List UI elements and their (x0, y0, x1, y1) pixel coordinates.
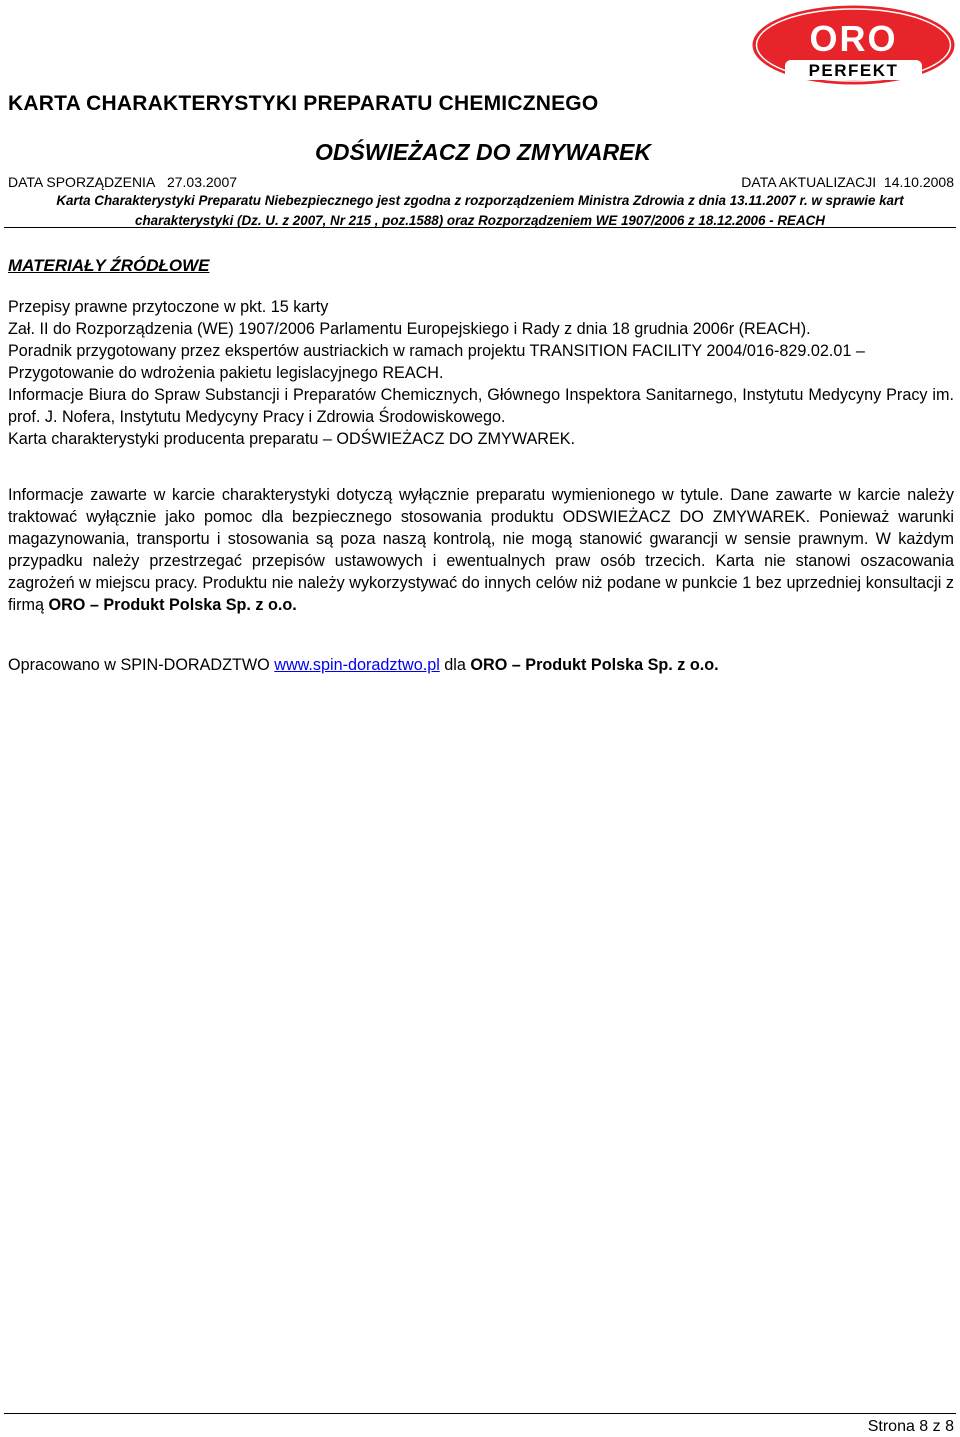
disclaimer-text: Informacje zawarte w karcie charakterystyki dotyczą wyłącznie preparatu wymienionego w tytule. Dane zawarte w karcie należy traktować wyłącznie jako pomoc dla bezpiecznego stosowania produktu ODSWIEŻACZ DO ZMYWAREK. Ponieważ warunki magazynowania, transportu i stosowania są poza naszą kontrolą, nie mogą stanowić gwarancji w sensie prawnym. W każdym przypadku należy przestrzegać przepisów ustawowych i ewentualnych praw osób trzecich. Karta nie stanowi oszacowania zagrożeń w miejscu pracy. Produktu nie należy wykorzystywać do innych celów niż podane w punkcie 1 bez uprzedniej konsultacji z firmą (8, 486, 954, 614)
prepared-company: ORO – Produkt Polska Sp. z o.o. (470, 656, 719, 674)
date-updated (741, 174, 954, 190)
legal-notice-line1: Karta Charakterystyki Preparatu Niebezpiecznego jest zgodna z rozporządzeniem Ministra Zdrowia z dnia 13.11.2007 r. w sprawie kart (56, 193, 904, 208)
sources-list (8, 296, 954, 450)
header-divider (4, 227, 956, 228)
footer-divider (4, 1413, 956, 1414)
section-heading: MATERIAŁY ŹRÓDŁOWE (8, 256, 210, 275)
disclaimer-company: ORO – Produkt Polska Sp. z o.o. (48, 596, 297, 614)
source-item: Przepisy prawne przytoczone w pkt. 15 karty (8, 298, 329, 316)
legal-notice (8, 191, 952, 231)
disclaimer-paragraph (8, 484, 954, 616)
date-created-value: 27.03.2007 (166, 174, 238, 190)
prepared-mid: dla (444, 656, 466, 674)
product-title: ODŚWIEŻACZ DO ZMYWAREK (314, 139, 652, 165)
date-created-label: DATA SPORZĄDZENIA (8, 174, 156, 190)
source-item: Karta charakterystyki producenta preparatu – ODŚWIEŻACZ DO ZMYWAREK. (8, 430, 576, 448)
prepared-prefix: Opracowano w SPIN-DORADZTWO (8, 656, 270, 674)
date-created (8, 174, 237, 190)
document-title: KARTA CHARAKTERYSTYKI PREPARATU CHEMICZNEGO (8, 92, 599, 115)
spin-doradztwo-link[interactable]: www.spin-doradztwo.pl (274, 656, 440, 674)
date-updated-value: 14.10.2008 (883, 174, 954, 190)
source-item: Informacje Biura do Spraw Substancji i Preparatów Chemicznych, Głównego Inspektora Sanitarnego, Instytutu Medycyny Pracy im. prof. J. Nofera, Instytutu Medycyny Pracy i Zdrowia Środowiskowego. (8, 386, 954, 426)
prepared-by (8, 654, 719, 676)
page-number: Strona 8 z 8 (867, 1418, 954, 1435)
source-item: Poradnik przygotowany przez ekspertów austriackich w ramach projektu TRANSITION FACILITY 2004/016-829.02.01 – Przygotowanie do wdrożenia pakietu legislacyjnego REACH. (8, 342, 865, 382)
date-updated-label: DATA AKTUALIZACJI (741, 174, 877, 190)
oro-perfekt-logo (751, 4, 956, 86)
legal-notice-line2: charakterystyki (Dz. U. z 2007, Nr 215 , poz.1588) oraz Rozporządzeniem WE 1907/2006 z 18.12.2006 - REACH (135, 213, 825, 228)
svg-text:PERFEKT: PERFEKT (808, 61, 899, 80)
svg-text:ORO: ORO (809, 18, 898, 59)
source-item: Zał. II do Rozporządzenia (WE) 1907/2006 Parlamentu Europejskiego i Rady z dnia 18 grudnia 2006r (REACH). (8, 320, 811, 338)
